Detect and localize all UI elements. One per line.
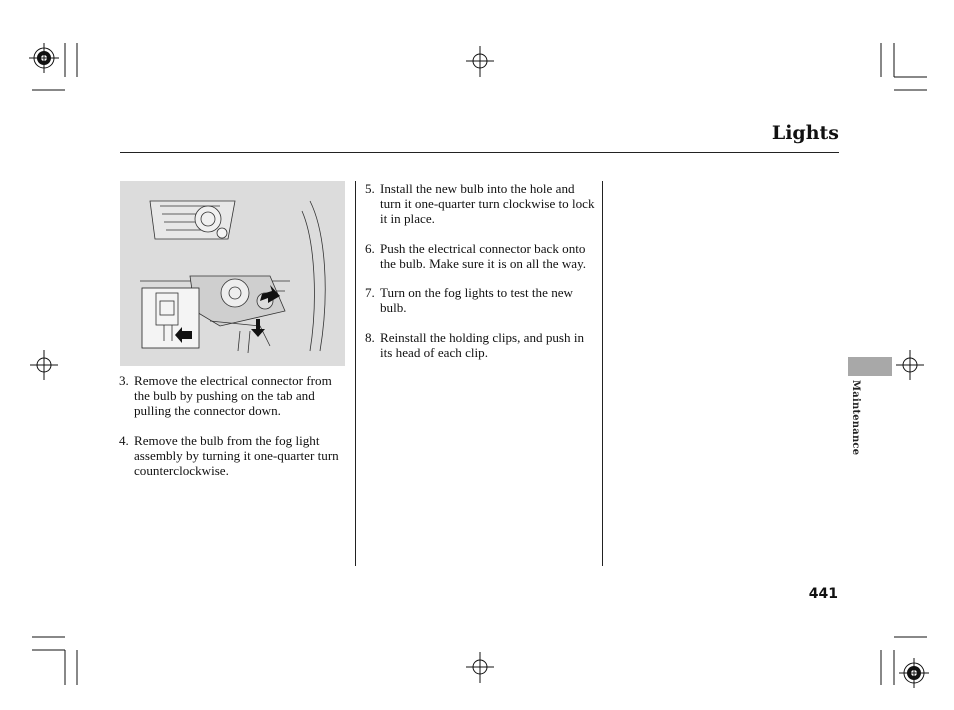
- step-number: 8.: [365, 329, 375, 345]
- page-title: Lights: [771, 122, 839, 144]
- step-number: 7.: [365, 285, 375, 300]
- step-4: [119, 433, 339, 478]
- step-7: [365, 285, 597, 315]
- header-divider: [120, 152, 839, 153]
- column-divider-left: [355, 181, 356, 566]
- step-text: Turn on the fog lights to test the new bulb.: [380, 285, 574, 315]
- step-number: 3.: [119, 373, 129, 388]
- step-number: 6.: [365, 240, 375, 256]
- left-column: [119, 373, 339, 492]
- middle-column: [365, 181, 597, 374]
- step-6: [365, 241, 597, 271]
- section-label: Maintenance: [850, 380, 861, 456]
- step-8: [365, 330, 597, 360]
- step-text: Remove the electrical connector from the bulb by pushing on the tab and pulling the connector down.: [134, 373, 332, 418]
- step-text: Push the electrical connector back onto the bulb. Make sure it is on all the way.: [380, 240, 587, 271]
- step-3: [119, 373, 339, 418]
- step-number: 4.: [119, 432, 129, 448]
- section-tab: [848, 357, 892, 376]
- step-text: Reinstall the holding clips, and push in its head of each clip.: [380, 329, 585, 360]
- fog-light-illustration: [120, 181, 345, 366]
- step-number: 5.: [365, 181, 375, 196]
- page-number: 441: [808, 586, 838, 602]
- step-text: Remove the bulb from the fog light assembly by turning it one-quarter turn counterclockwise.: [134, 432, 339, 478]
- step-5: [365, 181, 597, 226]
- column-divider-right: [602, 181, 603, 566]
- step-text: Install the new bulb into the hole and turn it one-quarter turn clockwise to lock it in place.: [380, 181, 595, 226]
